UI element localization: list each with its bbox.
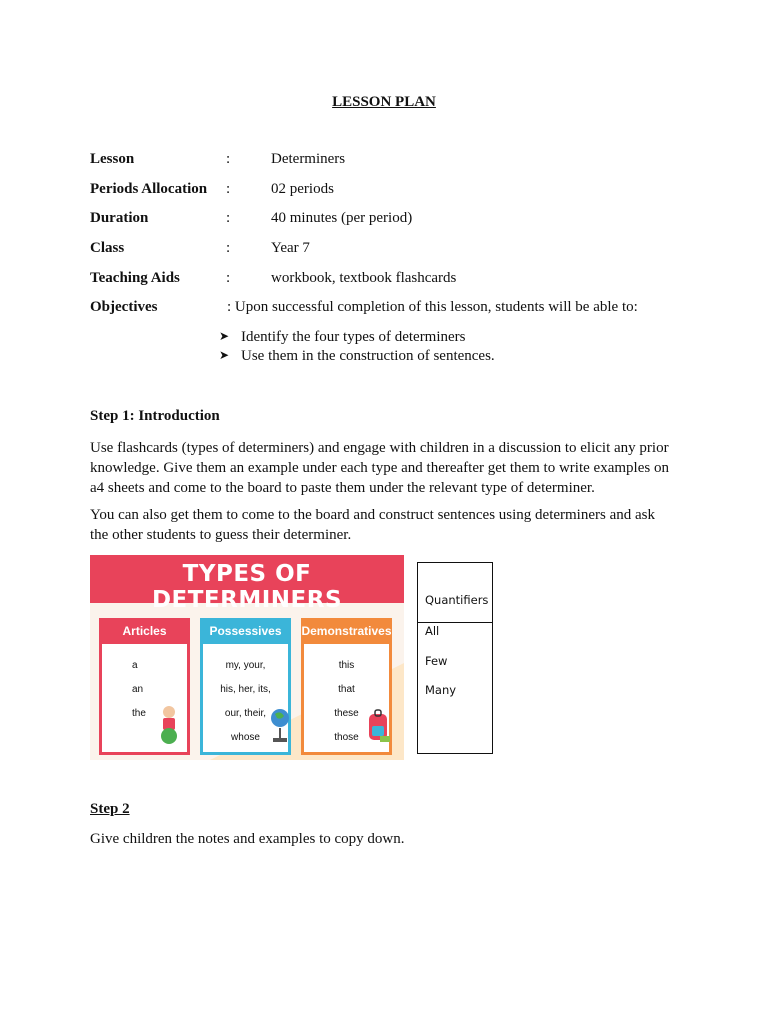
card-item: his, her, its, (220, 684, 271, 695)
card-possessives (200, 621, 291, 755)
paragraph-line: the other students to guess their determiner. (90, 527, 352, 543)
meta-row-lesson (90, 151, 690, 171)
arrow-bullet-icon: ➤ (219, 329, 230, 343)
paragraph-line: knowledge. Give them an example under each type and thereafter get them to write examples on (90, 460, 669, 476)
determiners-infographic (90, 555, 404, 760)
meta-value: 40 minutes (per period) (271, 210, 413, 226)
meta-value: Determiners (271, 151, 346, 167)
quantifiers-box (417, 562, 493, 754)
meta-value: workbook, textbook flashcards (271, 270, 457, 286)
arrow-bullet-icon: ➤ (219, 348, 230, 362)
meta-row-duration (90, 210, 690, 230)
card-item: an (132, 684, 144, 695)
card-item: that (338, 684, 355, 695)
objectives-text: : Upon successful completion of this lesson, students will be able to: (227, 299, 638, 315)
card-item: our, their, (224, 708, 267, 719)
quantifier-item: All (425, 624, 440, 638)
step2-text: Give children the notes and examples to copy down. (90, 831, 405, 847)
meta-row-class (90, 240, 690, 260)
card-demonstratives (301, 621, 392, 755)
paragraph-line: Use flashcards (types of determiners) and engage with children in a discussion to elicit any prior (90, 440, 669, 456)
meta-row-periods (90, 181, 690, 201)
meta-value: 02 periods (271, 181, 334, 197)
meta-value: Year 7 (271, 240, 310, 256)
card-item: this (338, 660, 355, 671)
meta-label: Class (90, 240, 125, 256)
bullet-text: Use them in the construction of sentences. (241, 348, 495, 364)
page-title: LESSON PLAN (332, 94, 436, 110)
child-globe-icon (154, 702, 184, 746)
quantifier-item: Few (425, 654, 448, 668)
card-item: my, your, (225, 660, 266, 671)
card-head: Demonstratives (301, 618, 392, 644)
paragraph-line: a4 sheets and come to the board to paste them under the relevant type of determiner. (90, 480, 595, 496)
meta-row-teaching-aids (90, 270, 690, 290)
quantifiers-header (418, 563, 492, 623)
meta-colon: : (226, 181, 231, 197)
meta-row-objectives (90, 299, 690, 319)
card-head: Articles (99, 618, 190, 644)
card-item: these (334, 708, 359, 719)
meta-colon: : (226, 270, 231, 286)
step2-heading: Step 2 (90, 801, 130, 817)
card-head: Possessives (200, 618, 291, 644)
step1-paragraph-1 (90, 438, 680, 498)
card-item: whose (231, 732, 260, 743)
quantifiers-title: Quantifiers (425, 593, 489, 607)
globe-icon (269, 704, 291, 748)
card-item: a (132, 660, 138, 671)
meta-label: Objectives (90, 299, 158, 315)
meta-label: Teaching Aids (90, 270, 180, 286)
meta-label: Duration (90, 210, 149, 226)
step1-heading: Step 1: Introduction (90, 408, 220, 424)
bullet-text: Identify the four types of determiners (241, 329, 466, 345)
meta-colon: : (226, 151, 231, 167)
meta-colon: : (226, 240, 231, 256)
card-item: the (132, 708, 146, 719)
card-item: those (334, 732, 359, 743)
meta-label: Periods Allocation (90, 181, 208, 197)
quantifier-item: Many (425, 683, 457, 697)
infographic-title: TYPES OF DETERMINERS (151, 561, 343, 613)
meta-label: Lesson (90, 151, 135, 167)
paragraph-line: You can also get them to come to the board and construct sentences using determiners and ask (90, 507, 655, 523)
meta-colon: : (226, 210, 231, 226)
backpack-icon (366, 708, 390, 748)
step1-paragraph-2 (90, 505, 680, 545)
card-articles (99, 621, 190, 755)
